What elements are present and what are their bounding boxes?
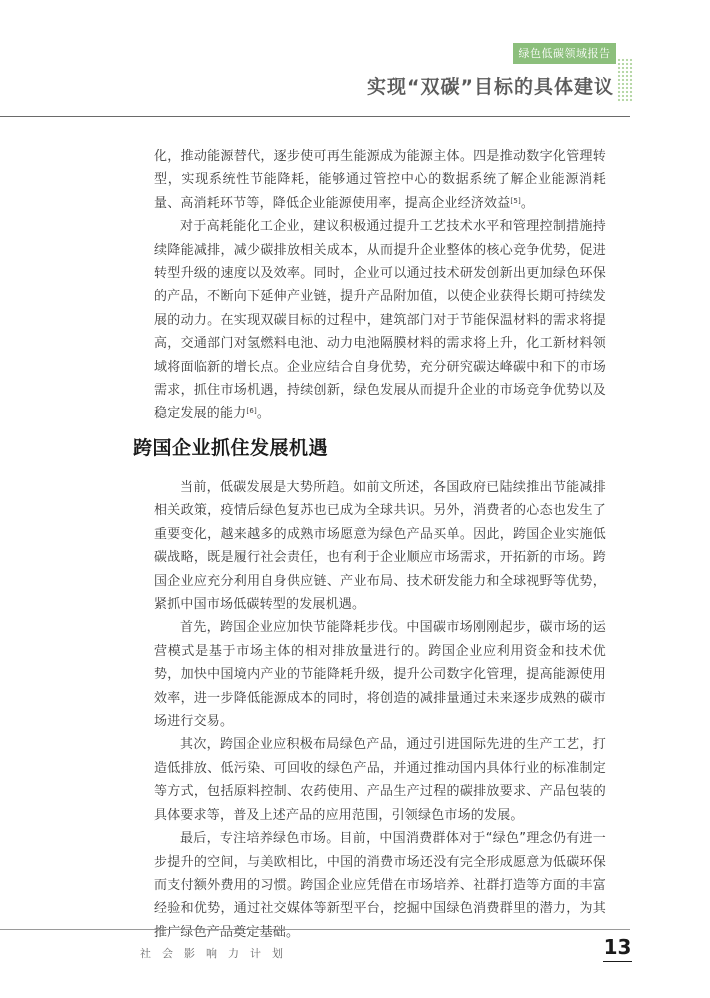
footer-program-name: 社会影响力计划 bbox=[140, 947, 294, 960]
top-paragraphs bbox=[154, 145, 606, 426]
section-body bbox=[154, 476, 606, 944]
report-category-badge: 绿色低碳领域报告 bbox=[513, 43, 616, 64]
paragraph: 最后，专注培养绿色市场。目前，中国消费群体对于“绿色”理念仍有进一步提升的空间，与美欧相比，中国的消费市场还没有完全形成愿意为低碳环保而支付额外费用的习惯。跨国企业应凭借在市场培养、社群打造等方面的丰富经验和优势，通过社交媒体等新型平台，挖掘中国绿色消费群里的潜力，为其推广绿色产品奠定基础。 bbox=[154, 831, 606, 940]
chapter-title: 实现“双碳”目标的具体建议 bbox=[367, 76, 614, 98]
header-divider bbox=[0, 116, 630, 117]
paragraph: 其次，跨国企业应积极布局绿色产品，通过引进国际先进的生产工艺，打造低排放、低污染、可回收的绿色产品，并通过推动国内具体行业的标准制定等方式，包括原料控制、农药使用、产品生产过程的碳排放要求、产品包装的具体要求等，普及上述产品的应用范围，引领绿色市场的发展。 bbox=[154, 737, 606, 823]
section-heading: 跨国企业抓住发展机遇 bbox=[133, 437, 329, 459]
paragraph: 当前，低碳发展是大势所趋。如前文所述，各国政府已陆续推出节能减排相关政策，疫情后绿色复苏也已成为全球共识。另外，消费者的心态也发生了重要变化，越来越多的成熟市场愿意为绿色产品买单。因此，跨国企业实施低碳战略，既是履行社会责任，也有利于企业顺应市场需求，开拓新的市场。跨国企业应充分利用自身供应链、产业布局、技术研发能力和全球视野等优势，紧抓中国市场低碳转型的发展机遇。 bbox=[154, 480, 606, 613]
page-number: 13 bbox=[603, 935, 632, 962]
paragraph: 化，推动能源替代，逐步使可再生能源成为能源主体。四是推动数字化管理转型，实现系统性节能降耗，能够通过管控中心的数据系统了解企业能源消耗量、高消耗环节等，降低企业能源使用率，提高企业经济效益[5]。 bbox=[154, 149, 606, 211]
citation-ref: [5] bbox=[510, 196, 521, 205]
paragraph: 对于高耗能化工企业，建议积极通过提升工艺技术水平和管理控制措施持续降能减排，减少碳排放相关成本，从而提升企业整体的核心竞争优势，促进转型升级的速度以及效率。同时，企业可以通过技术研发创新出更加绿色环保的产品，不断向下延伸产业链，提升产品附加值，以使企业获得长期可持续发展的动力。在实现双碳目标的过程中，建筑部门对于节能保温材料的需求将提高，交通部门对氢燃料电池、动力电池隔膜材料的需求将上升，化工新材料领域将面临新的增长点。企业应结合自身优势，充分研究碳达峰碳中和下的市场需求，抓住市场机遇，持续创新，绿色发展从而提升企业的市场竞争优势以及稳定发展的能力[6]。 bbox=[154, 219, 606, 422]
dot-pattern-decoration bbox=[617, 58, 633, 102]
citation-ref: [6] bbox=[246, 407, 257, 416]
footer-divider bbox=[0, 929, 630, 930]
paragraph: 首先，跨国企业应加快节能降耗步伐。中国碳市场刚刚起步，碳市场的运营模式是基于市场主体的相对排放量进行的。跨国企业应利用资金和技术优势，加快中国境内产业的节能降耗升级，提升公司数字化管理，提高能源使用效率，进一步降低能源成本的同时，将创造的减排量通过未来逐步成熟的碳市场进行交易。 bbox=[154, 620, 606, 730]
